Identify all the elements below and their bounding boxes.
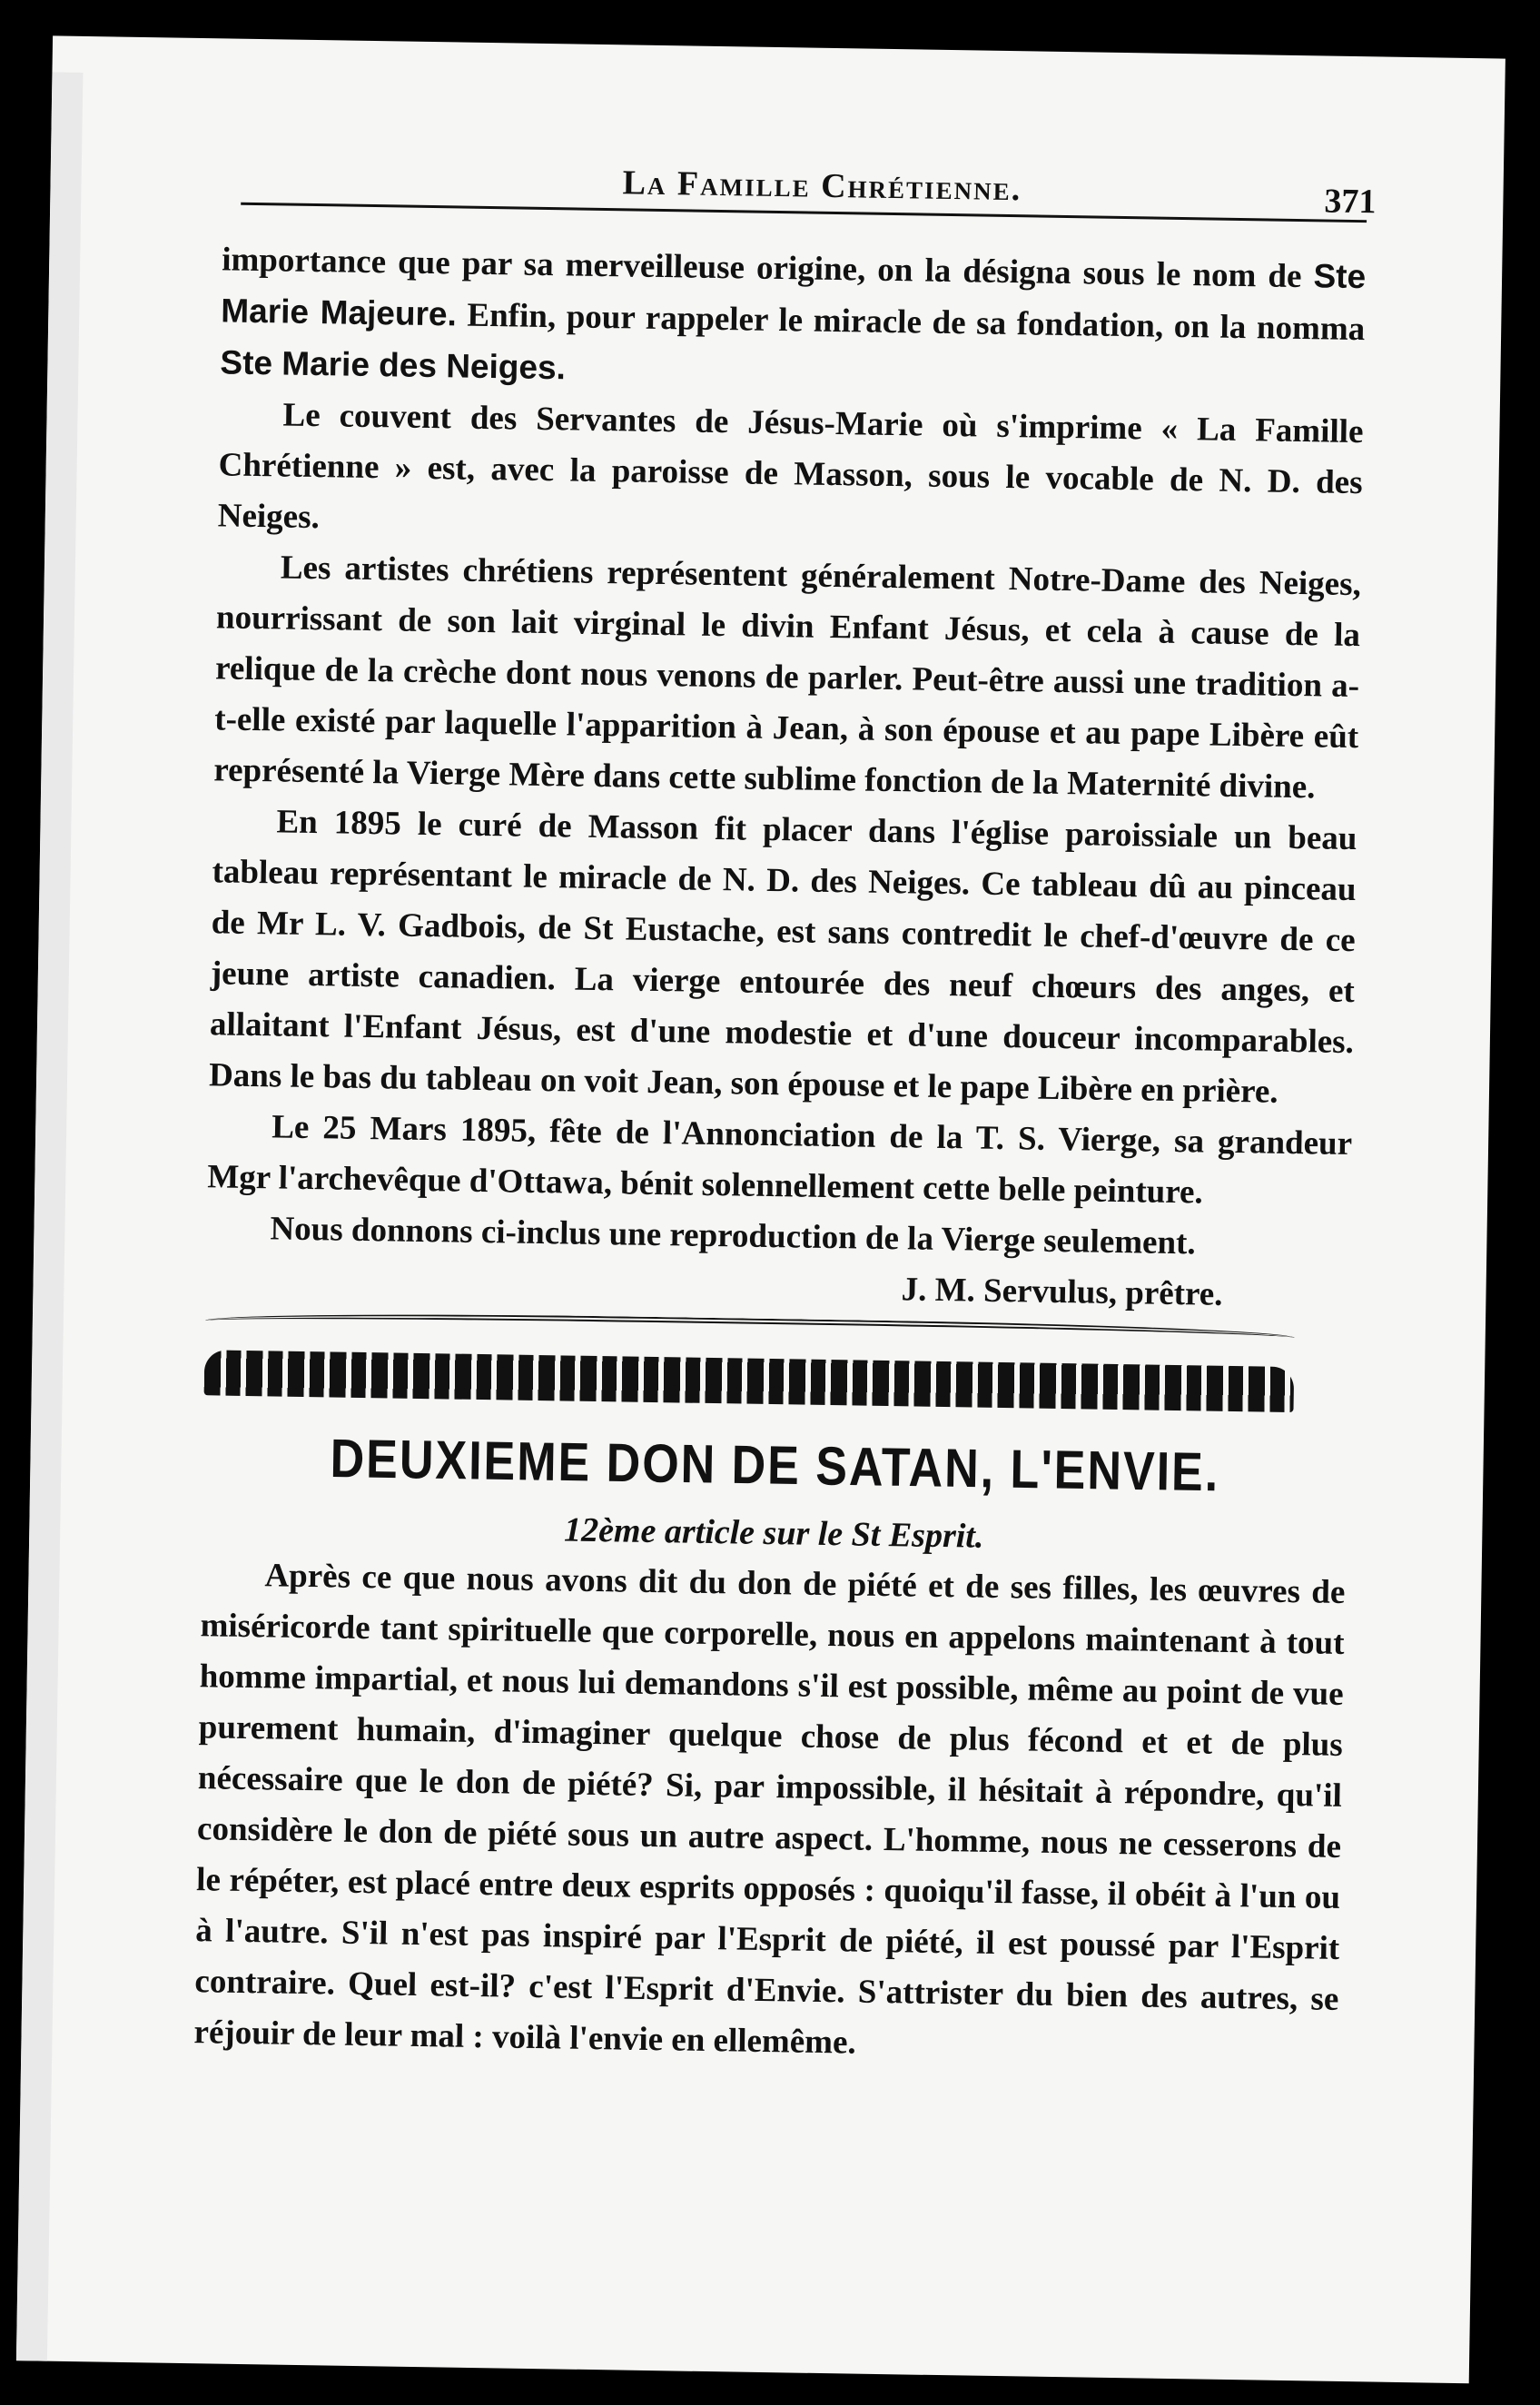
page-header	[241, 157, 1377, 222]
section-subtitle: 12ème article sur le St Esprit.	[563, 1510, 984, 1556]
text-run: importance que par sa merveilleuse origine, on la désigna sous le nom de	[221, 241, 1314, 296]
paragraph: Le 25 Mars 1895, fête de l'Annonciation de la T. S. Vierge, sa grandeur Mgr l'archevêque d'Ottawa, bénit solennellement cette belle peinture.	[207, 1108, 1353, 1212]
paragraph: En 1895 le curé de Masson fit placer dans l'église paroissiale un beau tableau représentant le miracle de N. D. des Neiges. Ce tableau dû au pinceau de Mr L. V. Gadbois, de St Eustache, est sans contredit le chef-d'œuvre de ce jeune artiste canadien. La vierge entourée des neuf chœurs des anges, et allaitant l'Enfant Jésus, est d'une modestie et d'une douceur incomparables. Dans le bas du tableau on voit Jean, son épouse et le pape Libère en prière.	[208, 803, 1357, 1111]
paragraph: Les artistes chrétiens représentent généralement Notre-Dame des Neiges, nourrissant de son lait virginal le divin Enfant Jésus, et cela à cause de la relique de la crèche dont nous venons de parler. Peut-être aussi une tradition a-t-elle existé par laquelle l'apparition à Jean, à son épouse et au pape Libère eût représenté la Vierge Mère dans cette sublime fonction de la Maternité divine.	[213, 549, 1362, 807]
paragraph: Le couvent des Servantes de Jésus-Marie où s'imprime « La Famille Chrétienne » est, avec la paroisse de Masson, sous le vocable de N. D. des Neiges.	[217, 396, 1364, 537]
paragraph: Nous donnons ci-inclus une reproduction de la Vierge seulement.	[270, 1210, 1197, 1262]
church-name: Ste Marie des Neiges.	[220, 343, 567, 387]
church-name: Ste Marie Majeure.	[221, 257, 1367, 333]
section-paragraph: Après ce que nous avons dit du don de piété et de ses filles, les œuvres de miséricorde tant spirituelle que corporelle, nous en appelons maintenant à tout homme impartial, et nous lui demandons s'il est possible, même au point de vue purement humain, d'imaginer quelque chose de plus fécond et et de plus nécessaire que le don de piété? Si, par impossible, il hésitait à répondre, qu'il considère le don de piété sous un autre aspect. L'homme, nous ne cesserons de le répéter, est placé entre deux esprits opposés : quoiqu'il fasse, il obéit à l'un ou à l'autre. S'il n'est pas inspiré par l'Esprit de piété, il est poussé par l'Esprit contraire. Quel est-il? c'est l'Esprit d'Envie. S'attrister du bien des autres, se réjouir de leur mal : voilà l'envie en ellemême.	[193, 1557, 1346, 2062]
text-run: Enfin, pour rappeler le miracle de sa fondation, on la nomma	[456, 296, 1366, 349]
scanned-page	[16, 35, 1505, 2383]
section-title: DEUXIEME DON DE SATAN, L'ENVIE.	[330, 1429, 1220, 1504]
paragraph-continuation	[220, 233, 1367, 407]
page-number: 371	[1324, 182, 1377, 222]
palmette-ornament-band	[204, 1350, 1295, 1412]
body-text	[193, 233, 1366, 2076]
running-title: La Famille Chrétienne.	[622, 163, 1022, 209]
page-edge	[16, 72, 84, 2383]
signature: J. M. Servulus, prêtre.	[901, 1271, 1223, 1313]
